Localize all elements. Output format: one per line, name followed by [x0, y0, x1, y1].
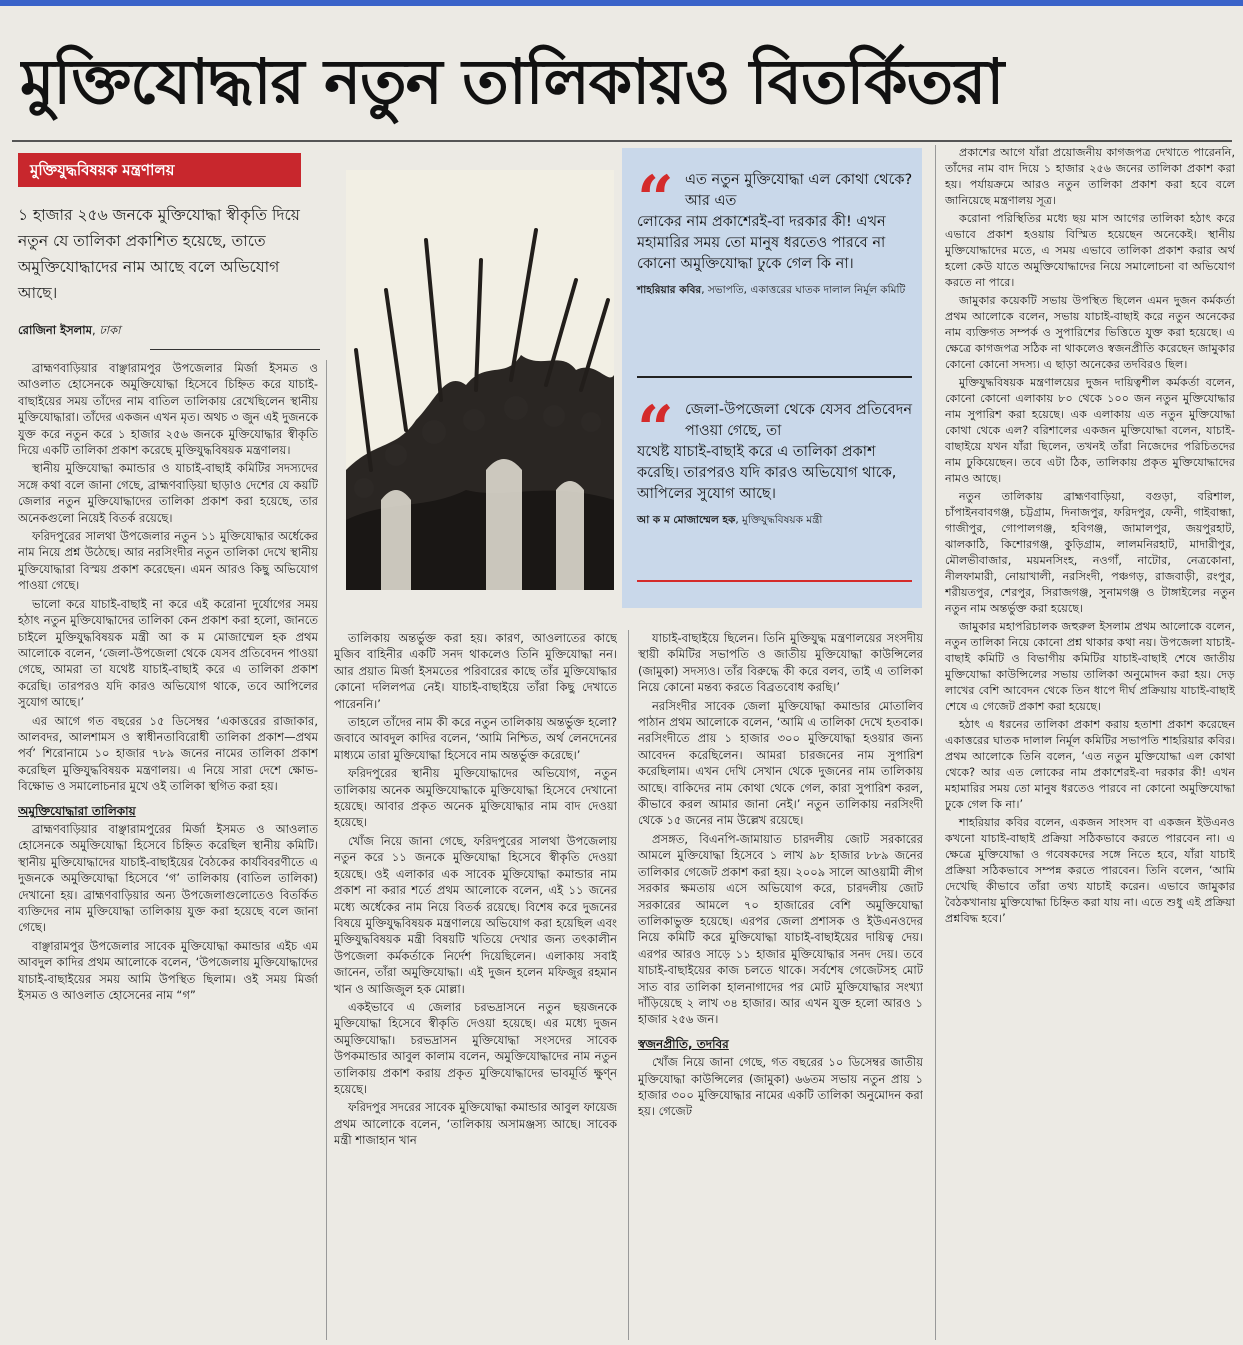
col4-paragraph: প্রকাশের আগে যাঁরা প্রয়োজনীয় কাগজপত্র দেখাতে পারেননি, তাঁদের নাম বাদ দিয়ে ১ হাজার ২৫৬ জনের তালিকা প্রকাশ করা হয়। পর্যায়ক্রমে আরও নতুন তালিকা প্রকাশ করা হবে বলে জানিয়েছে মন্ত্রণালয় সূত্র।: [945, 146, 1235, 207]
pull-quote-1: [637, 162, 917, 300]
headline-rule: [12, 140, 1232, 142]
quote-bottom-rule: [637, 580, 912, 582]
quote-1-role: , সভাপতি, একাত্তরের ঘাতক দালাল নির্মূল কমিটি: [701, 284, 906, 296]
quote-2-speaker: আ ক ম মোজাম্মেল হক: [637, 514, 736, 526]
lead-paragraph: ১ হাজার ২৫৬ জনকে মুক্তিযোদ্ধা স্বীকৃতি দিয়ে নতুন যে তালিকা প্রকাশিত হয়েছে, তাতে অমুক্তিযোদ্ধাদের নাম আছে বলে অভিযোগ আছে।: [18, 206, 300, 302]
col1-paragraph: এর আগে গত বছরের ১৫ ডিসেম্বর ‘একাত্তরের রাজাকার, আলবদর, আলশামস ও স্বাধীনতাবিরোধী তালিকা প্রকাশ—প্রথম পর্ব’ শিরোনামে ১০ হাজার ৭৮৯ জনের নামের তালিকা প্রকাশ করেছিল মুক্তিযুদ্ধবিষয়ক মন্ত্রণালয়। এ নিয়ে সারা দেশে ক্ষোভ-বিক্ষোভ ও সমালোচনার মুখে ওই তালিকা স্থগিত করা হয়।: [18, 713, 318, 794]
col1-paragraph: ভালো করে যাচাই-বাছাই না করে এই করোনা দুর্যোগের সময় হঠাৎ নতুন মুক্তিযোদ্ধাদের তালিকা কেন প্রকাশ করা হলো, জানতে চাইলে মুক্তিযুদ্ধবিষয়ক মন্ত্রী আ ক ম মোজাম্মেল হক প্রথম আলোকে বলেন, ‘জেলা-উপজেলা থেকে যেসব প্রতিবেদন পাওয়া গেছে, আমরা তা যথেষ্ট যাচাই-বাছাই করে এ তালিকা প্রকাশ করেছি। তারপরও যদি কারও অভিযোগ থাকে, তবে আপিলের সুযোগ আছে।’: [18, 596, 318, 710]
quote-1-text: লোকের নাম প্রকাশেরই-বা দরকার কী! এখন মহামারির সময় তো মানুষ ধরতেও পারবে না কোনো অমুক্তিযোদ্ধা ঢুকে গেল কি না।: [637, 214, 886, 272]
column-divider: [326, 360, 327, 1340]
byline-place: ঢাকা: [99, 323, 121, 337]
article-column-1: [18, 360, 318, 1340]
quote-1-text-lead: এত নতুন মুক্তিযোদ্ধা এল কোথা থেকে? আর এত: [685, 172, 913, 209]
col3-paragraph: নরসিংদীর সাবেক জেলা মুক্তিযোদ্ধা কমান্ডার মোতালিব পাঠান প্রথম আলোকে বলেন, ‘আমি এ তালিকা দেখে হতবাক। নরসিংদীতে প্রায় ১ হাজার ৩০০ মুক্তিযোদ্ধা হওয়ার জন্য আবেদন করেছিলেন। আমরা চারজনের নাম সুপারিশ করেছিলাম। এখন দেখি সেখান থেকে দুজনের নাম তালিকায় আছে। বাকিদের নাম কোথা থেকে গেল, কারা সুপারিশ করল, কীভাবে করল আমার জানা নেই।’ নতুন তালিকায় নরসিংদী থেকে ১৫ জনের নাম উল্লেখ রয়েছে।: [638, 698, 923, 828]
quote-divider: [637, 376, 912, 378]
col4-paragraph: শাহরিয়ার কবির বলেন, একজন সাংসদ বা একজন ইউএনও কখনো যাচাই-বাছাই প্রক্রিয়া সঠিকভাবে করতে পারবেন না। এ ক্ষেত্রে মুক্তিযোদ্ধা ও গবেষকদের সঙ্গে নিতে হবে, যাঁরা যাচাই প্রক্রিয়া সঠিকভাবে সম্পন্ন করতে পারবেন। তিনি বলেন, ‘আমি দেখেছি কীভাবে তাঁরা তথ্য যাচাই করেন। এভাবে জামুকার বৈঠকখানায় মুক্তিযোদ্ধা চিহ্নিত করা যায় না। এতে শুধু এই প্রক্রিয়া প্রশ্নবিদ্ধ হবে।’: [945, 816, 1235, 925]
column-divider: [628, 630, 629, 1340]
col2-paragraph: ফরিদপুর সদরের সাবেক মুক্তিযোদ্ধা কমান্ডার আবুল ফায়েজ প্রথম আলোকে বলেন, ‘তালিকায় অসামঞ্জস্য আছে। সাবেক মন্ত্রী শাজাহান খান: [334, 1100, 617, 1148]
col2-paragraph: তালিকায় অন্তর্ভুক্ত করা হয়। কারণ, আওলাতের কাছে মুজিব বাহিনীর একটি সনদ থাকলেও তিনি মুক্তিযোদ্ধা নন। আর প্রয়াত মির্জা ইসমতের পরিবারের কাছে তাঁর মুক্তিযোদ্ধার কোনো দলিলপত্র নেই। যাচাই-বাছাইয়ে তাঁরা কিছু দেখাতে পারেননি।’: [334, 631, 617, 711]
col1-paragraph: স্থানীয় মুক্তিযোদ্ধা কমান্ডার ও যাচাই-বাছাই কমিটির সদস্যদের সঙ্গে কথা বলে জানা গেছে, ব্রাহ্মণবাড়িয়া ছাড়াও দেশের যে কয়টি জেলার নতুন মুক্তিযোদ্ধাদের তালিকা প্রকাশ করা হয়েছে, তার অনেকগুলো নিয়েই বিতর্ক রয়েছে।: [18, 461, 318, 525]
col1-paragraph: ব্রাহ্মণবাড়িয়ার বাঞ্ছারামপুর উপজেলার মির্জা ইসমত ও আওলাত হোসেনকে অমুক্তিযোদ্ধা হিসেবে চিহ্নিত করে যাচাই-বাছাইয়ের সময় তাঁদের নাম বাতিল তালিকায় রেখেছিলেন স্থানীয় মুক্তিযোদ্ধারা। তাঁদের একজন এখন মৃত। অথচ ৩ জুন এই দুজনকে যুক্ত করে নতুন করে ১ হাজার ২৫৬ জনকে মুক্তিযোদ্ধার স্বীকৃতি দিয়ে একটি তালিকা প্রকাশ করেছে মুক্তিযুদ্ধবিষয়ক মন্ত্রণালয়।: [18, 361, 318, 458]
quote-2-role: , মুক্তিযুদ্ধবিষয়ক মন্ত্রী: [735, 514, 823, 526]
byline-name: রোজিনা ইসলাম: [18, 323, 92, 337]
quote-2-text: যথেষ্ট যাচাই-বাছাই করে এ তালিকা প্রকাশ করেছি। তারপরও যদি কারও অভিযোগ থাকে, আপিলের সুযোগ আছে।: [637, 444, 897, 502]
col3-subhead: স্বজনপ্রীতি, তদবির: [638, 1036, 729, 1051]
col2-paragraph: ফরিদপুরের স্থানীয় মুক্তিযোদ্ধাদের অভিযোগ, নতুন তালিকায় অনেক অমুক্তিযোদ্ধাকে মুক্তিযোদ্ধা হিসেবে দেখানো হয়েছে। আবার প্রকৃত অনেক মুক্তিযোদ্ধার নাম বাদ দেওয়া হয়েছে।: [334, 766, 617, 830]
col2-paragraph: খোঁজ নিয়ে জানা গেছে, ফরিদপুরের সালথা উপজেলায় নতুন করে ১১ জনকে মুক্তিযোদ্ধা হিসেবে স্বীকৃতি দেওয়া হয়েছে। ওই এলাকার এক সাবেক মুক্তিযোদ্ধা কমান্ডার নাম প্রকাশ না করার শর্তে প্রথম আলোকে বলেন, এই ১১ জনের মধ্যে অর্ধেকের নাম নিয়ে বিতর্ক রয়েছে। বিশেষ করে দুজনের বিষয়ে মুক্তিযুদ্ধবিষয়ক মন্ত্রণালয়ে অভিযোগ করা হয়েছিল এবং মুক্তিযুদ্ধবিষয়ক মন্ত্রী বিষয়টি খতিয়ে দেখার জন্য তৎকালীন উপজেলা কর্মকর্তাকে নির্দেশ দিয়েছিলেন। এলাকায় সবাই জানেন, তাঁরা অমুক্তিযোদ্ধা। এই দুজন হলেন মফিজুর রহমান খান ও আজিজুল হক মোল্লা।: [334, 833, 617, 996]
col2-paragraph: তাহলে তাঁদের নাম কী করে নতুন তালিকায় অন্তর্ভুক্ত হলো? জবাবে আবদুল কাদির বলেন, ‘আমি নিশ্চিত, অর্থ লেনদেনের মাধ্যমে তারা মুক্তিযোদ্ধা হিসেবে নাম অন্তর্ভুক্ত করেছে।’: [334, 715, 617, 762]
section-tag: মুক্তিযুদ্ধবিষয়ক মন্ত্রণালয়: [18, 153, 301, 187]
column-divider: [935, 145, 936, 1340]
col4-paragraph: নতুন তালিকায় ব্রাহ্মণবাড়িয়া, বগুড়া, বরিশাল, চাঁপাইনবাবগঞ্জ, চট্টগ্রাম, দিনাজপুর, ফরিদপুর, ফেনী, গাইবান্ধা, গাজীপুর, গোপালগঞ্জ, হবিগঞ্জ, জামালপুর, জয়পুরহাট, ঝালকাঠি, কিশোরগঞ্জ, কুড়িগ্রাম, লালমনিরহাট, মাদারীপুর, মৌলভীবাজার, ময়মনসিংহ, নওগাঁ, নাটোর, নেত্রকোনা, নীলফামারী, নোয়াখালী, নরসিংদী, পঞ্চগড়, রাজবাড়ী, রংপুর, শরীয়তপুর, শেরপুর, সিরাজগঞ্জ, সুনামগঞ্জ ও টাঙ্গাইলের নতুন নতুন নাম অন্তর্ভুক্ত করা হয়েছে।: [945, 490, 1235, 615]
pull-quote-2: [637, 392, 917, 530]
col1-paragraph: বাঞ্ছারামপুর উপজেলার সাবেক মুক্তিযোদ্ধা কমান্ডার এইচ এম আবদুল কাদির প্রথম আলোকে বলেন, ‘উপজেলায় মুক্তিযোদ্ধাদের যাচাই-বাছাইয়ের সময় আমি উপস্থিত ছিলাম। ওই সময় মির্জা ইসমত ও আওলাত হোসেনের নাম “গ”: [18, 938, 318, 1003]
col1-paragraph: ফরিদপুরের সালথা উপজেলার নতুন ১১ মুক্তিযোদ্ধার অর্ধেকের নাম নিয়ে প্রশ্ন উঠেছে। আর নরসিংদীর নতুন তালিকা দেখে স্থানীয় মুক্তিযোদ্ধারা বিস্ময় প্রকাশ করেছেন। এমন আরও কিছু অভিযোগ পাওয়া গেছে।: [18, 529, 318, 593]
col2-paragraph: একইভাবে এ জেলার চরভদ্রাসনে নতুন ছয়জনকে মুক্তিযোদ্ধা হিসেবে স্বীকৃতি দেওয়া হয়েছে। এর মধ্যে দুজন অমুক্তিযোদ্ধা। চরভদ্রাসন মুক্তিযোদ্ধা সংসদের সাবেক উপকমান্ডার আবুল কালাম বলেন, অমুক্তিযোদ্ধাদের নাম নতুন তালিকায় প্রকাশ করায় প্রকৃত মুক্তিযোদ্ধাদের ভাবমূর্তি ক্ষুণ্ন হয়েছে।: [334, 999, 617, 1096]
col4-paragraph: হঠাৎ এ ধরনের তালিকা প্রকাশ করায় হতাশা প্রকাশ করেছেন একাত্তরের ঘাতক দালাল নির্মূল কমিটির সভাপতি শাহরিয়ার কবির। প্রথম আলোকে তিনি বলেন, ‘এত নতুন মুক্তিযোদ্ধা এল কোথা থেকে? আর এত লোকের নাম প্রকাশেরই-বা দরকার কী! এখন মহামারির সময় তো মানুষ ধরতেও পারবে না কোনো অমুক্তিযোদ্ধা ঢুকে গেল কি না।’: [945, 718, 1235, 811]
article-column-4: [945, 145, 1235, 1340]
quote-2-text-lead: জেলা-উপজেলা থেকে যেসব প্রতিবেদন পাওয়া গেছে, তা: [685, 402, 913, 439]
col3-paragraph: যাচাই-বাছাইয়ে ছিলেন। তিনি মুক্তিযুদ্ধ মন্ত্রণালয়ের সংসদীয় স্থায়ী কমিটির সভাপতি ও জাতীয় মুক্তিযোদ্ধা কাউন্সিলের (জামুকা) সদস্যও। তাঁর বিরুদ্ধে কী করে বলব, তাই এ তালিকা নিয়ে কোনো মন্তব্য করতে বিব্রতবোধ করছি।’: [638, 631, 923, 695]
headline: মুক্তিযোদ্ধার নতুন তালিকায়ও বিতর্কিতরা: [20, 45, 1004, 118]
col3-paragraph: প্রসঙ্গত, বিএনপি-জামায়াত চারদলীয় জোট সরকারের আমলে মুক্তিযোদ্ধা হিসেবে ১ লাখ ৯৮ হাজার ৮৮৯ জনের তালিকার গেজেট প্রকাশ করা হয়। ২০০৯ সালে আওয়ামী লীগ সরকার ক্ষমতায় এসে অভিযোগ করে, চারদলীয় জোট সরকারের আমলে ৭০ হাজারের বেশি অমুক্তিযোদ্ধা তালিকাভুক্ত হয়েছে। এরপর জেলা প্রশাসক ও ইউএনওদের নিয়ে কমিটি করে মুক্তিযোদ্ধা যাচাই-বাছাইয়ের দায়িত্ব দেয়। এরপর আরও সাড়ে ১১ হাজার মুক্তিযোদ্ধার সনদ দেয়। তবে যাচাই-বাছাইয়ের কাজ চলতে থাকে। সর্বশেষ গেজেটসহ মোট সাত বার তালিকা হালনাগাদের পর মোট মুক্তিযোদ্ধার সংখ্যা দাঁড়িয়েছে ২ লাখ ৩৪ হাজার। আর এখন যুক্ত হলো আরও ১ হাজার ২৫৬ জন।: [638, 831, 923, 1027]
quote-mark-icon: “: [637, 162, 674, 237]
quote-1-speaker: শাহরিয়ার কবির: [637, 284, 702, 296]
col3-paragraph: খোঁজ নিয়ে জানা গেছে, গত বছরের ১০ ডিসেম্বর জাতীয় মুক্তিযোদ্ধা কাউন্সিলের (জামুকা) ৬৬তম সভায় নতুন প্রায় ১ হাজার ৩০০ মুক্তিযোদ্ধার নামের একটি তালিকা অনুমোদন করা হয়। গেজেট: [638, 1055, 923, 1119]
col4-paragraph: জামুকার কয়েকটি সভায় উপস্থিত ছিলেন এমন দুজন কর্মকর্তা প্রথম আলোকে বলেন, সভায় যাচাই-বাছাই করে নতুন অনেকের নাম ব্যক্তিগত সম্পর্ক ও সুপারিশের ভিত্তিতে যুক্ত করা হয়েছে। এ ক্ষেত্রে কাগজপত্র সঠিক না থাকলেও স্বজনপ্রীতি করেছেন জামুকার কোনো কোনো সদস্য। এ ছাড়া অনেকের তদবিরও ছিল।: [945, 294, 1235, 371]
col4-paragraph: মুক্তিযুদ্ধবিষয়ক মন্ত্রণালয়ের দুজন দায়িত্বশীল কর্মকর্তা বলেন, কোনো কোনো এলাকায় ৮০ থেকে ১০০ জন নতুন মুক্তিযোদ্ধার নাম সুপারিশ করা হয়েছে। এক এলাকায় এত নতুন মুক্তিযোদ্ধা কোথা থেকে এল? বরিশালের একজন মুক্তিযোদ্ধা বলেন, যাচাই-বাছাইয়ে যখন যাঁরা ছিলেন, তখনই তাঁরা নিজেদের পরিচিতদের নাম ঢুকিয়েছেন। তবে এটা ঠিক, তালিকায় প্রকৃত মুক্তিযোদ্ধাদের নামও আছে।: [945, 376, 1235, 485]
crowd-photo-illustration: [346, 170, 614, 590]
col1-paragraph: ব্রাহ্মণবাড়িয়ার বাঞ্ছারামপুরের মির্জা ইসমত ও আওলাত হোসেনকে অমুক্তিযোদ্ধা হিসেবে চিহ্নিত করেছিল স্থানীয় কমিটি। স্থানীয় মুক্তিযোদ্ধাদের যাচাই-বাছাইয়ের বৈঠকের কার্যবিবরণীতে এ দুজনকে অমুক্তিযোদ্ধা হিসেবে ‘গ’ তালিকায় (বাতিল তালিকা) দেখানো হয়। ব্রাহ্মণবাড়িয়ার অন্য উপজেলাগুলোতেও বিতর্কিত ব্যক্তিদের নাম মুক্তিযোদ্ধা তালিকায় যুক্ত করা হয়েছে বলে জানা গেছে।: [18, 821, 318, 935]
byline-rule: [150, 349, 320, 350]
col4-paragraph: করোনা পরিস্থিতির মধ্যে ছয় মাস আগের তালিকা হঠাৎ করে এভাবে প্রকাশ হওয়ায় বিস্মিত হয়েছেন অনেকেই। স্থানীয় মুক্তিযোদ্ধাদের মতে, এ সময় এভাবে তালিকা প্রকাশ করার অর্থ হলো কেউ যাতে অমুক্তিযোদ্ধাদের নিয়ে সমালোচনা বা অভিযোগ করতে না পারে।: [945, 212, 1235, 289]
crowd-photo: [346, 170, 614, 590]
top-color-bar: [0, 0, 1243, 6]
quote-1-attribution: [637, 283, 917, 300]
article-column-3: [638, 630, 923, 1340]
col4-paragraph: জামুকার মহাপরিচালক জহুরুল ইসলাম প্রথম আলোকে বলেন, নতুন তালিকা নিয়ে কোনো প্রশ্ন থাকার কথা নয়। উপজেলা যাচাই-বাছাই কমিটি ও বিভাগীয় কমিটির যাচাই-বাছাই শেষে জাতীয় মুক্তিযোদ্ধা কাউন্সিলের সভায় তালিকা অনুমোদন করা হয়। দেড় লাখের বেশি আবেদন থেকে তিন ধাপে দীর্ঘ প্রক্রিয়ায় যাচাই-বাছাই শেষে এ গেজেট প্রকাশ করা হয়েছে।: [945, 620, 1235, 713]
quote-2-attribution: [637, 513, 917, 530]
byline: রোজিনা ইসলাম, ঢাকা: [18, 323, 121, 337]
article-column-2: [334, 630, 617, 1340]
col1-subhead: অমুক্তিযোদ্ধারা তালিকায়: [18, 803, 136, 818]
quote-mark-icon: “: [637, 392, 674, 467]
